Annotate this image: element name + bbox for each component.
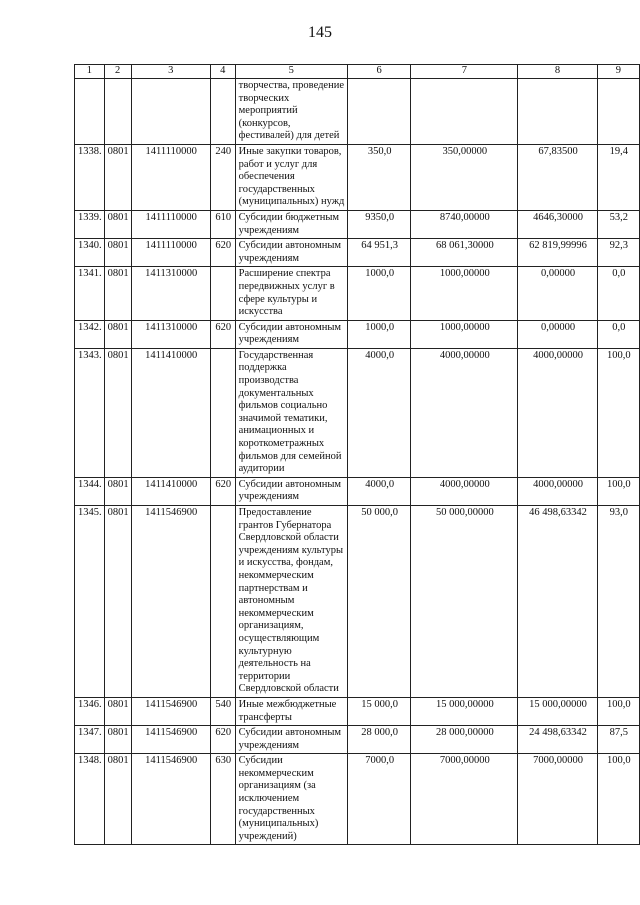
percent-cell: 92,3 [597,239,639,267]
section-code-cell: 0801 [104,320,131,348]
section-code-cell: 0801 [104,210,131,238]
percent-cell: 0,0 [597,267,639,320]
description-cell: Иные межбюджетные трансферты [235,697,347,725]
amount-col8-cell: 46 498,63342 [518,506,597,698]
page-number: 145 [308,24,332,41]
amount-col7-cell: 68 061,30000 [411,239,518,267]
amount-col6-cell [347,79,410,145]
amount-col7-cell: 1000,00000 [411,267,518,320]
expense-type-cell [210,267,235,320]
percent-cell: 100,0 [597,697,639,725]
expense-type-cell [210,79,235,145]
column-header: 6 [347,65,410,79]
expense-type-cell: 620 [210,320,235,348]
section-code-cell: 0801 [104,754,131,845]
section-code-cell: 0801 [104,506,131,698]
target-code-cell: 1411310000 [131,267,210,320]
expense-type-cell: 540 [210,697,235,725]
amount-col6-cell: 28 000,0 [347,726,410,754]
description-cell: Субсидии автономным учреждениям [235,726,347,754]
amount-col8-cell: 7000,00000 [518,754,597,845]
table-row [75,477,640,505]
table-row [75,320,640,348]
percent-cell: 87,5 [597,726,639,754]
amount-col6-cell: 50 000,0 [347,506,410,698]
section-code-cell: 0801 [104,697,131,725]
percent-cell: 100,0 [597,477,639,505]
table-header-row [75,65,640,79]
row-number-cell: 1346. [75,697,105,725]
description-cell: Субсидии автономным учреждениям [235,239,347,267]
amount-col8-cell: 4000,00000 [518,477,597,505]
amount-col8-cell: 4000,00000 [518,348,597,477]
target-code-cell: 1411310000 [131,320,210,348]
table-row [75,210,640,238]
percent-cell: 100,0 [597,754,639,845]
description-cell: Предоставление грантов Губернатора Свердловской области учреждениям культуры и искусства, фондам, некоммерческим партнерствам и автономным некоммерческим организациям, осуществляющим культурную деятельность на территории Свердловской области [235,506,347,698]
amount-col6-cell: 1000,0 [347,267,410,320]
amount-col8-cell: 0,00000 [518,320,597,348]
amount-col6-cell: 7000,0 [347,754,410,845]
target-code-cell: 1411546900 [131,726,210,754]
target-code-cell: 1411546900 [131,697,210,725]
amount-col8-cell: 0,00000 [518,267,597,320]
percent-cell: 53,2 [597,210,639,238]
row-number-cell: 1348. [75,754,105,845]
column-header: 1 [75,65,105,79]
row-number-cell: 1347. [75,726,105,754]
row-number-cell: 1344. [75,477,105,505]
target-code-cell: 1411410000 [131,348,210,477]
section-code-cell [104,79,131,145]
amount-col7-cell: 1000,00000 [411,320,518,348]
budget-table [74,64,640,845]
amount-col8-cell: 4646,30000 [518,210,597,238]
expense-type-cell: 240 [210,144,235,210]
description-cell: Субсидии автономным учреждениям [235,320,347,348]
target-code-cell [131,79,210,145]
table-row [75,79,640,145]
amount-col8-cell: 24 498,63342 [518,726,597,754]
amount-col8-cell: 67,83500 [518,144,597,210]
percent-cell: 100,0 [597,348,639,477]
target-code-cell: 1411110000 [131,210,210,238]
expense-type-cell: 610 [210,210,235,238]
percent-cell: 19,4 [597,144,639,210]
table-row [75,144,640,210]
expense-type-cell: 620 [210,239,235,267]
table-row [75,754,640,845]
description-cell: Субсидии бюджетным учреждениям [235,210,347,238]
target-code-cell: 1411410000 [131,477,210,505]
amount-col8-cell: 62 819,99996 [518,239,597,267]
row-number-cell: 1340. [75,239,105,267]
amount-col6-cell: 1000,0 [347,320,410,348]
row-number-cell: 1345. [75,506,105,698]
description-cell: Государственная поддержка производства документальных фильмов социально значимой тематики, анимационных и короткометражных фильмов для семейной аудитории [235,348,347,477]
amount-col6-cell: 4000,0 [347,348,410,477]
description-cell: Расширение спектра передвижных услуг в сфере культуры и искусства [235,267,347,320]
amount-col8-cell [518,79,597,145]
amount-col7-cell: 15 000,00000 [411,697,518,725]
amount-col7-cell: 4000,00000 [411,477,518,505]
amount-col7-cell: 8740,00000 [411,210,518,238]
description-cell: творчества, проведение творческих мероприятий (конкурсов, фестивалей) для детей [235,79,347,145]
target-code-cell: 1411546900 [131,754,210,845]
row-number-cell: 1339. [75,210,105,238]
table-row [75,726,640,754]
section-code-cell: 0801 [104,267,131,320]
section-code-cell: 0801 [104,144,131,210]
amount-col6-cell: 4000,0 [347,477,410,505]
row-number-cell: 1338. [75,144,105,210]
row-number-cell: 1342. [75,320,105,348]
expense-type-cell: 630 [210,754,235,845]
amount-col7-cell: 7000,00000 [411,754,518,845]
table-row [75,348,640,477]
column-header: 9 [597,65,639,79]
row-number-cell: 1341. [75,267,105,320]
row-number-cell: 1343. [75,348,105,477]
target-code-cell: 1411110000 [131,239,210,267]
amount-col7-cell: 50 000,00000 [411,506,518,698]
column-header: 8 [518,65,597,79]
section-code-cell: 0801 [104,348,131,477]
amount-col7-cell: 350,00000 [411,144,518,210]
percent-cell: 93,0 [597,506,639,698]
section-code-cell: 0801 [104,726,131,754]
table-row [75,239,640,267]
description-cell: Субсидии некоммерческим организациям (за исключением государственных (муниципальных) учреждений) [235,754,347,845]
target-code-cell: 1411546900 [131,506,210,698]
table-row [75,506,640,698]
percent-cell: 0,0 [597,320,639,348]
amount-col7-cell [411,79,518,145]
amount-col6-cell: 64 951,3 [347,239,410,267]
amount-col6-cell: 350,0 [347,144,410,210]
expense-type-cell: 620 [210,726,235,754]
target-code-cell: 1411110000 [131,144,210,210]
amount-col7-cell: 4000,00000 [411,348,518,477]
column-header: 2 [104,65,131,79]
table-row [75,697,640,725]
amount-col8-cell: 15 000,00000 [518,697,597,725]
amount-col6-cell: 9350,0 [347,210,410,238]
description-cell: Иные закупки товаров, работ и услуг для обеспечения государственных (муниципальных) нужд [235,144,347,210]
expense-type-cell [210,506,235,698]
column-header: 7 [411,65,518,79]
table-row [75,267,640,320]
percent-cell [597,79,639,145]
amount-col6-cell: 15 000,0 [347,697,410,725]
section-code-cell: 0801 [104,477,131,505]
column-header: 5 [235,65,347,79]
expense-type-cell [210,348,235,477]
expense-type-cell: 620 [210,477,235,505]
description-cell: Субсидии автономным учреждениям [235,477,347,505]
column-header: 4 [210,65,235,79]
row-number-cell [75,79,105,145]
column-header: 3 [131,65,210,79]
amount-col7-cell: 28 000,00000 [411,726,518,754]
section-code-cell: 0801 [104,239,131,267]
